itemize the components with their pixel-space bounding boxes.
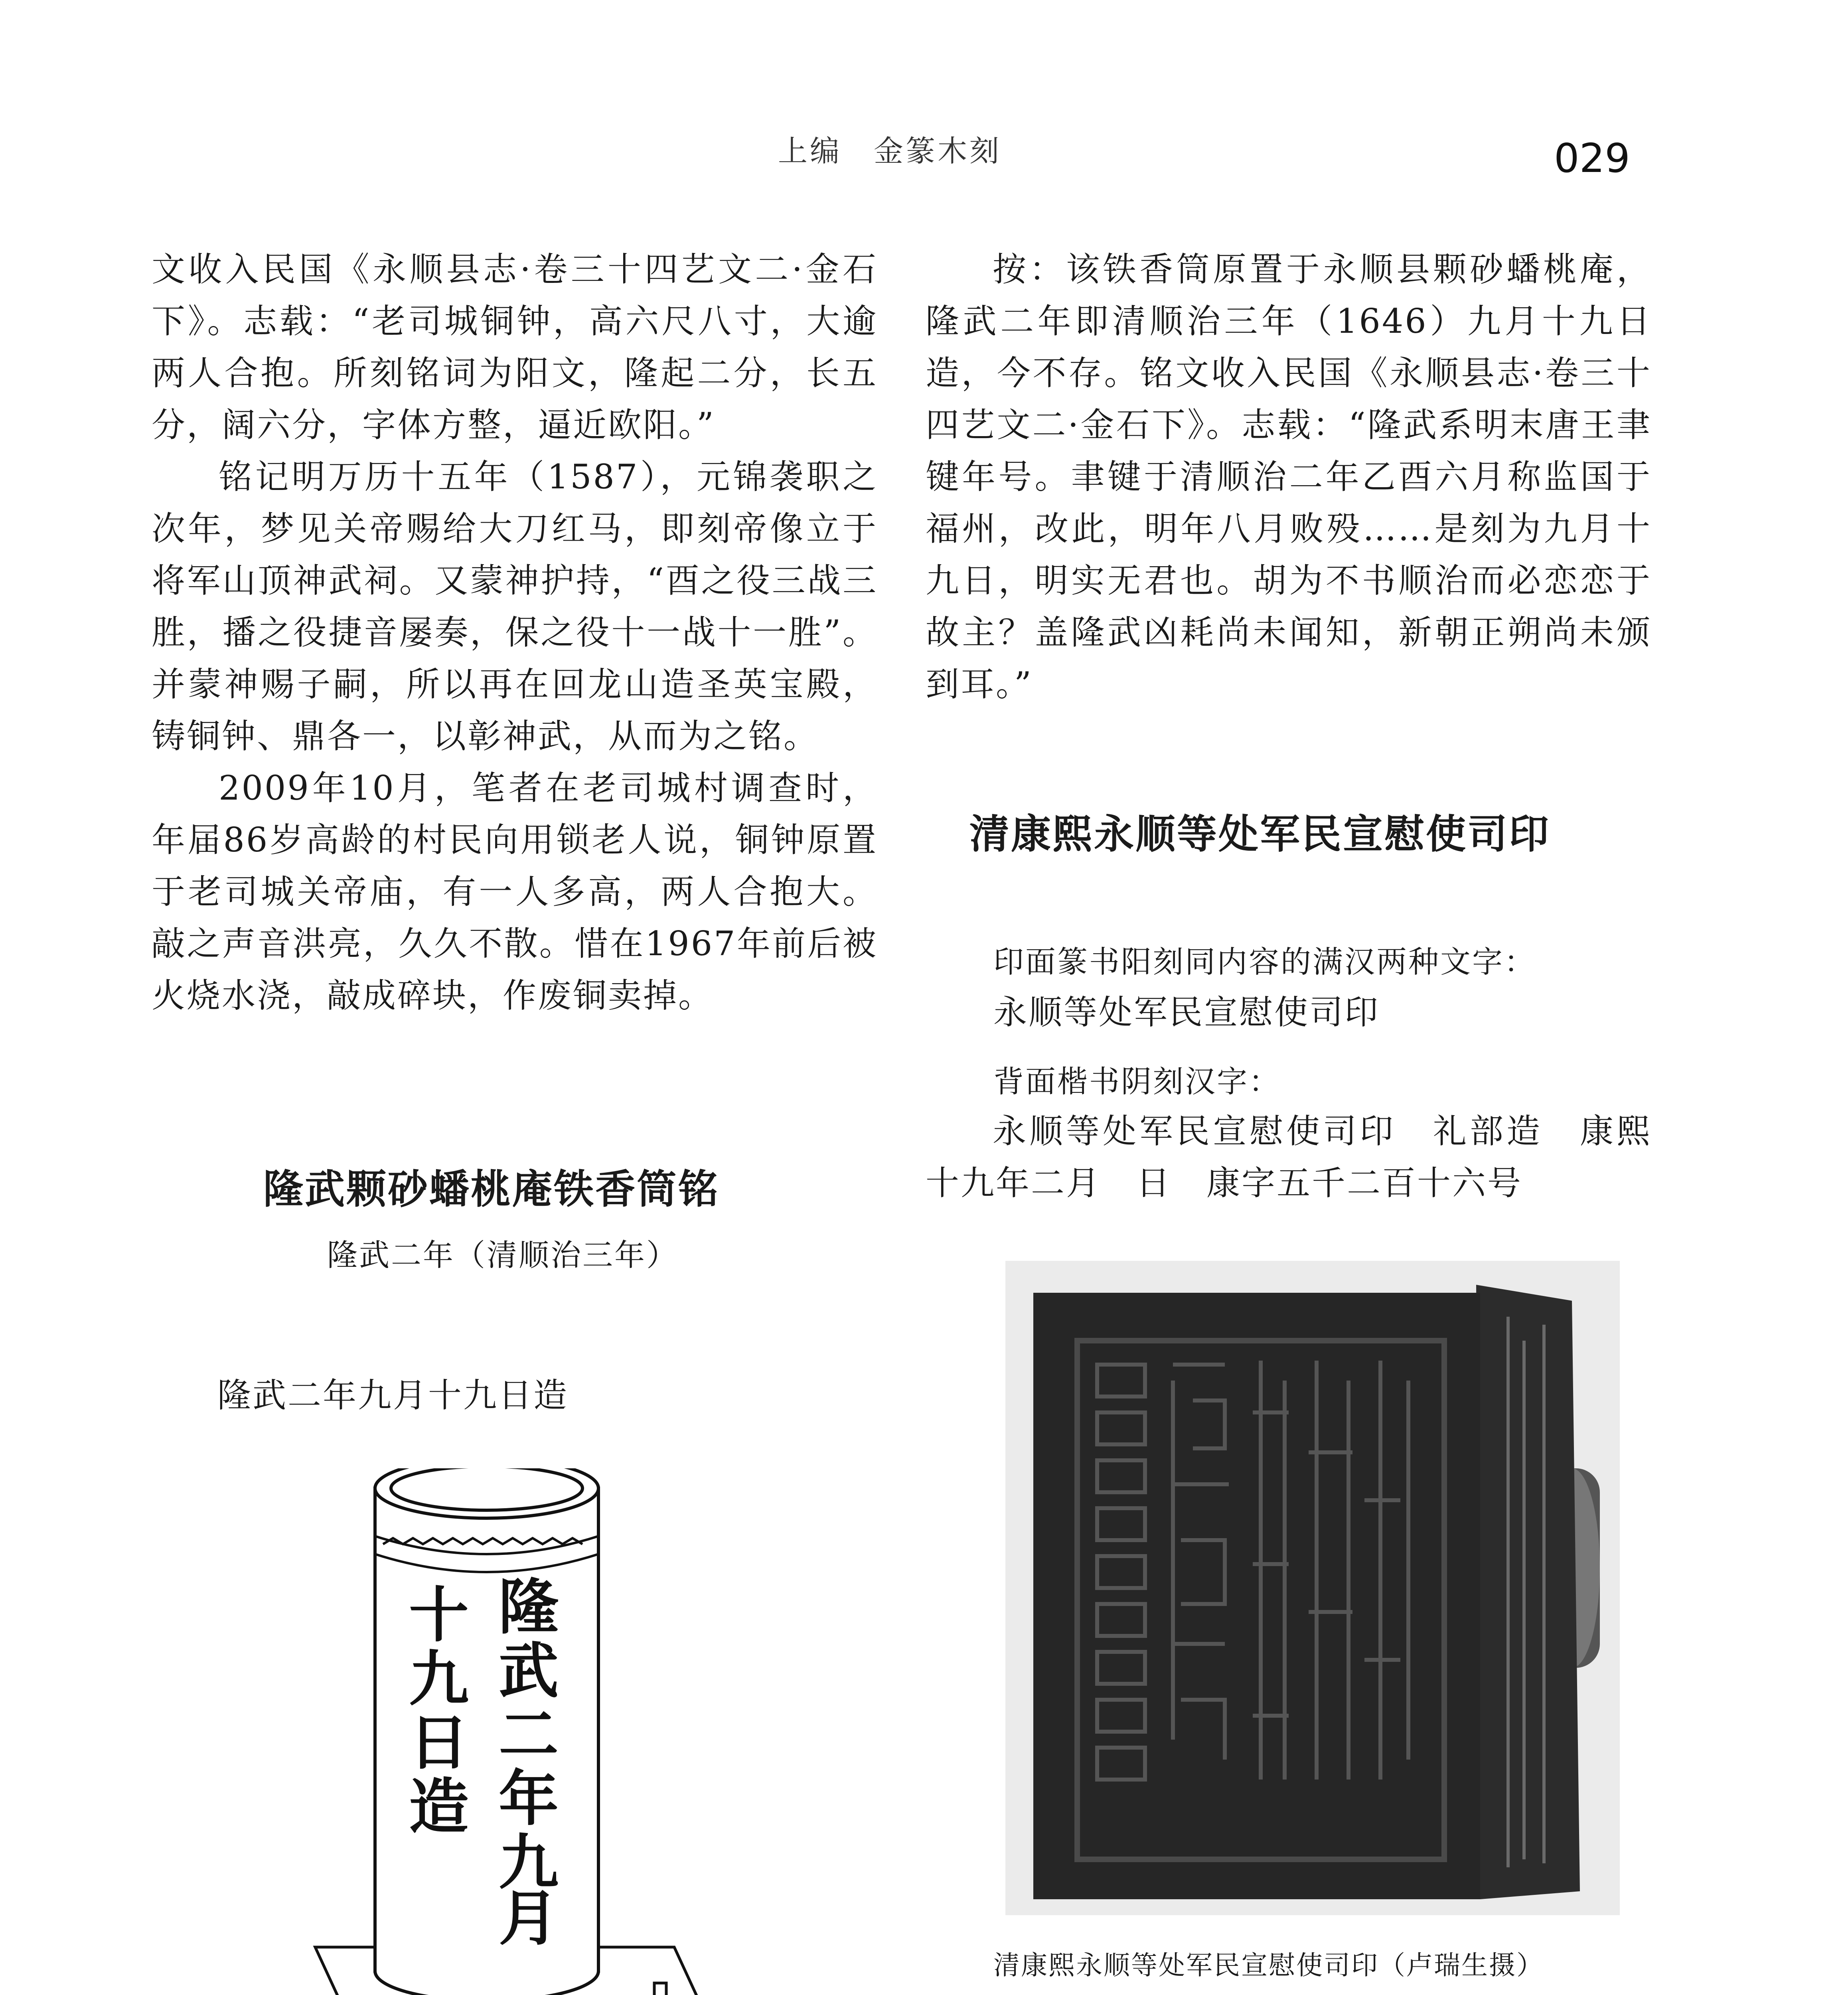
left-paragraph-2: 铭记明万历十五年（1587），元锦袭职之次年，梦见关帝赐给大刀红马，即刻帝像立于将军山顶神武祠。又蒙神护持，“酉之役三战三胜，播之役捷音屡奏，保之役十一战十一胜”。并蒙神赐子嗣，所以再在回龙山造圣英宝殿，铸铜钟、鼎各一，以彰神武，从而为之铭。 [152, 457, 878, 756]
left-paragraph-3: 2009年10月，笔者在老司城村调查时，年届86岁高龄的村民向用锁老人说，铜钟原置于老司城关帝庙，有一人多高，两人合抱大。敲之声音洪亮，久久不散。惜在1967年前后被火烧水浇，敲成碎块，作废铜卖掉。 [152, 768, 878, 1015]
tube-inscription-char: 九 [409, 1644, 469, 1714]
tube-inscription-char: 二 [498, 1700, 559, 1770]
tube-inscription-char: 日 [409, 1708, 469, 1778]
tube-inscription-char: 隆 [498, 1572, 559, 1642]
left-paragraph-1: 文收入民国《永顺县志·卷三十四艺文二·金石下》。志载：“老司城铜钟，高六尺八寸，大逾两人合抱。所刻铭词为阳文，隆起二分，长五分，阔六分，字体方整，逼近欧阳。” [152, 250, 878, 444]
tube-inscription-char: 武 [498, 1636, 559, 1706]
tube-inscription-char: 月 [498, 1883, 559, 1954]
incense-tube-illustration [303, 1468, 702, 1995]
right-paragraph-1: 按：该铁香筒原置于永顺县颗砂蟠桃庵，隆武二年即清顺治三年（1646）九月十九日造，今不存。铭文收入民国《永顺县志·卷三十四艺文二·金石下》。志载：“隆武系明末唐王聿键年号。聿键于清顺治二年乙酉六月称监国于福州，改此，明年八月败殁……是刻为九月十九日，明实无君也。胡为不书顺治而必恋恋于故主？盖隆武凶耗尚未闻知，新朝正朔尚未颁到耳。” [926, 250, 1652, 704]
seal-back-label: 背面楷书阴刻汉字： [993, 1064, 1281, 1099]
tube-inscription-char: 造 [409, 1772, 469, 1842]
seal-photo [1005, 1261, 1620, 1915]
section-subtitle: 隆武二年（清顺治三年） [327, 1237, 678, 1273]
tube-inscription-char: 年 [498, 1764, 559, 1834]
seal-face-label: 印面篆书阳刻同内容的满汉两种文字： [993, 944, 1536, 980]
page-number: 029 [1554, 135, 1630, 182]
inscription-text: 隆武二年九月十九日造 [217, 1376, 569, 1415]
section-title-seal: 清康熙永顺等处军民宣慰使司印 [969, 811, 1550, 857]
tube-inscription-char: 十 [409, 1580, 469, 1650]
running-header: 上编 金篆木刻 [778, 134, 1001, 168]
section-title-incense-tube: 隆武颗砂蟠桃庵铁香筒铭 [263, 1166, 720, 1213]
seal-back-text: 永顺等处军民宣慰使司印 礼部造 康熙十九年二月 日 康字五千二百十六号 [926, 1112, 1652, 1203]
incense-tube-drawing [303, 1468, 702, 1995]
photo-caption-seal: 清康熙永顺等处军民宣慰使司印（卢瑞生摄） [993, 1950, 1544, 1981]
seal-photograph [1005, 1261, 1620, 1915]
tube-inscription-char: 九 [498, 1827, 559, 1898]
seal-face-text: 永顺等处军民宣慰使司印 [993, 993, 1380, 1032]
